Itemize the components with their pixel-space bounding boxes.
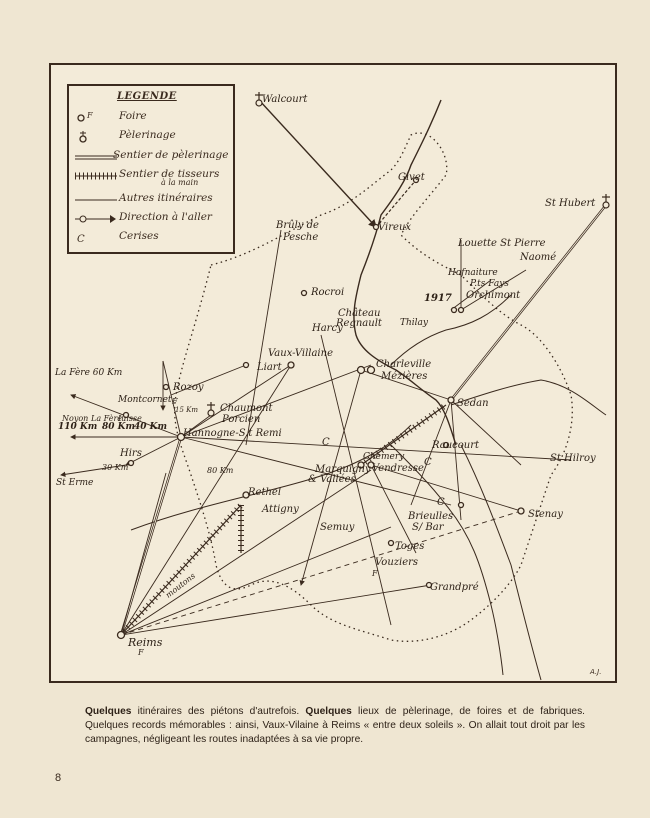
legend-fair-mark: F (87, 112, 93, 120)
place-hofnaiture: Hofnaiture (448, 268, 498, 278)
place-toges: Toges (395, 541, 425, 552)
place-sedan: Sedan (457, 398, 489, 409)
cherry-mark-3: C (437, 497, 445, 508)
legend-label-cherries: Cerises (119, 230, 159, 242)
place-reims: Reims (128, 636, 163, 649)
place-chemery: Chémery (363, 452, 405, 462)
place-rethel: Rethel (248, 487, 282, 498)
place-hirson: Hirs (120, 448, 142, 459)
legend-label-pilgrimage: Pèlerinage (119, 129, 176, 141)
place-chateau-1: Château (338, 308, 381, 319)
meuse-river (354, 100, 456, 445)
place-vouziers: Vouziers (375, 557, 419, 568)
place-louette: Louette St Pierre (458, 238, 546, 249)
place-les-alleux: & Vallées (308, 474, 356, 485)
double-line-icon (75, 151, 117, 163)
place-grandpre: Grandpré (430, 582, 479, 593)
cherry-marker-icon (75, 232, 117, 244)
hatched-line-icon (75, 170, 117, 182)
place-vaux-villaine: Vaux-Villaine (268, 348, 333, 359)
place-vireux: Vireux (378, 222, 412, 233)
place-thilay: Thilay (400, 318, 429, 328)
meuse-south (461, 445, 541, 680)
legend-label-fair: Foire (119, 110, 147, 122)
place-petits-fays: P.ts Fays (470, 279, 509, 289)
label-km-30: 30 Km (102, 463, 129, 472)
place-chateau-2: Regnault (336, 318, 382, 329)
place-givet: Givet (398, 172, 425, 183)
caption-emphasis-2: Quelques (305, 706, 352, 717)
place-st-hilroy: St Hilroy (550, 453, 596, 464)
map-caption (85, 705, 585, 747)
place-semuy: Semuy (320, 522, 355, 533)
place-naome: Naomé (520, 252, 557, 263)
place-chaumont-2: Porcien (222, 414, 261, 425)
place-st-erme: St Erme (56, 478, 94, 488)
caption-emphasis-1: Quelques (85, 706, 132, 717)
place-charleville-2: Mézières (381, 371, 428, 382)
legend-item-pilgrimage (69, 129, 237, 145)
place-la-fere-2: La Fère (91, 414, 123, 423)
place-marquigny: Marquigny (315, 464, 371, 475)
place-montcornet-km: 15 Km (175, 406, 198, 414)
place-brieulles-1: Brieulles (408, 511, 454, 522)
legend-label-weaver-path-2: à la main (161, 178, 199, 187)
place-year-1917: 1917 (424, 293, 452, 304)
label-km-80b: 80 Km (207, 466, 234, 475)
place-bruly-2: Pesche (283, 232, 319, 243)
place-la-fere: La Fère 60 Km (55, 368, 123, 378)
legend-label-direction: Direction à l'aller (119, 211, 212, 223)
weaver-routes (121, 405, 446, 635)
thin-line-icon (75, 194, 117, 206)
caption-text-2: lieux de pèlerinage, de foires et de fabriques. Quelques records mémorables : ainsi, Vaux-Vilaine à Reims « entre deux soleils ». On allait tout droit par les campagnes, négligeant les routes inadaptées à sa vie propre. (85, 706, 586, 745)
label-km-110: 110 Km (58, 422, 98, 432)
legend-item-other-routes (69, 192, 237, 208)
label-moutons: moutons (163, 571, 197, 600)
place-chaumont-1: Chaumont (220, 403, 273, 414)
label-km-40: 40 Km (134, 422, 168, 432)
place-stenay: Stenay (528, 509, 563, 520)
legend-label-weaver-path: Sentier de tisseurs (119, 168, 220, 180)
legend-item-pilgrim-path (69, 149, 237, 165)
cherry-mark-1: C (322, 437, 330, 448)
place-brieulles-2: S/ Bar (412, 522, 444, 533)
legend-item-cherries (69, 230, 237, 246)
place-noyon: Noyon (62, 414, 89, 423)
place-st-hubert: St Hubert (545, 198, 596, 209)
legend-label-other-routes: Autres itinéraires (119, 192, 213, 204)
map-legend (67, 84, 235, 254)
page-number: 8 (55, 772, 62, 784)
place-raucourt: Raucourt (432, 440, 480, 451)
artist-signature: A.J. (590, 668, 602, 676)
place-orchimont: Orchimont (466, 290, 521, 301)
place-hannogne: Hannogne-S.t Remi (183, 428, 282, 439)
legend-item-direction (69, 211, 237, 227)
pilgrimage-marker-icon (75, 131, 117, 143)
fair-marker-icon (75, 112, 117, 124)
legend-item-weaver-path (69, 168, 237, 190)
place-vervins: Iuisse (118, 414, 142, 423)
legend-cherry-mark: C (77, 234, 85, 244)
place-rozoy: Rozoy (173, 382, 204, 393)
caption-text-1: itinéraires des piétons d'autrefois. (131, 706, 306, 717)
place-walcourt: Walcourt (262, 94, 308, 105)
legend-title: LEGENDE (117, 91, 177, 102)
legend-item-fair (69, 110, 237, 126)
place-rocroi: Rocroi (311, 287, 345, 298)
place-attigny: Attigny (262, 504, 299, 515)
place-bruly-1: Brûly de (276, 220, 319, 231)
cherry-mark-2: C (424, 457, 432, 468)
arrow-line-icon (75, 213, 117, 225)
place-reims-f: F (138, 648, 144, 657)
place-liart: Liart (257, 362, 282, 373)
legend-label-pilgrim-path: Sentier de pèlerinage (113, 149, 229, 161)
place-charleville-1: Charleville (376, 359, 432, 370)
place-montcornet: Montcornet (118, 395, 172, 405)
label-km-80: 80 Km (102, 422, 136, 432)
place-harcy: Harcy (312, 323, 343, 334)
place-vouziers-f: F (372, 569, 378, 578)
place-montcornet-f: F (172, 397, 178, 406)
place-vouziers-label: Vendresse (372, 463, 424, 474)
